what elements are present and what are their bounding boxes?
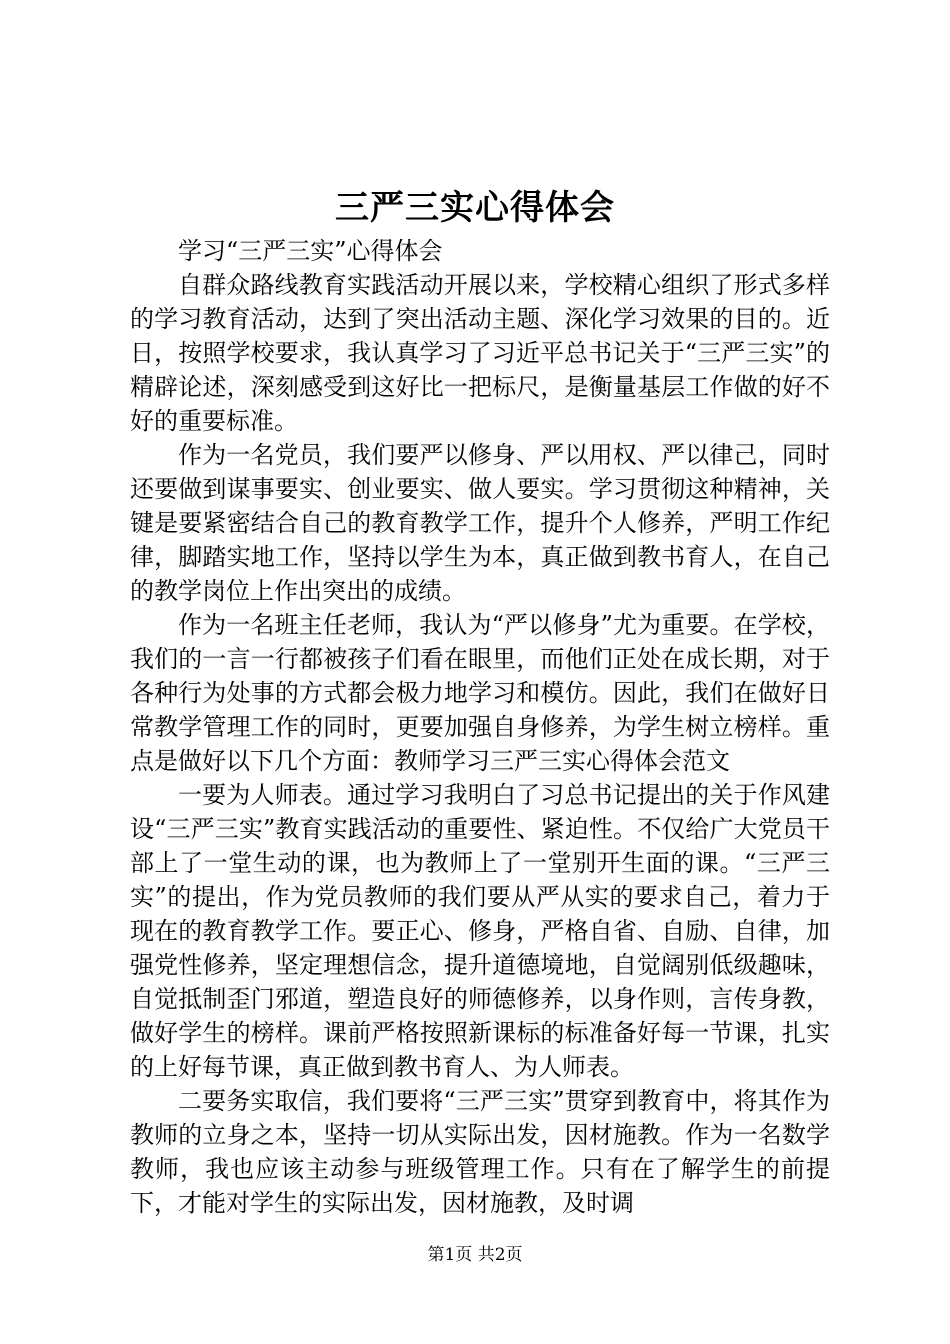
paragraph-4: 一要为人师表。通过学习我明白了习总书记提出的关于作风建设“三严三实”教育实践活动的重要性、紧迫性。不仅给广大党员干部上了一堂生动的课，也为教师上了一堂别开生面的课。“三严三实”的提出，作为党员教师的我们要从严从实的要求自己，着力于现在的教育教学工作。要正心、修身，严格自省、自励、自律，加强党性修养，坚定理想信念，提升道德境地，自觉阔别低级趣味，自觉抵制歪门邪道，塑造良好的师德修养，以身作则，言传身教，做好学生的榜样。课前严格按照新课标的标准备好每一节课，扎实的上好每节课，真正做到教书育人、为人师表。 xyxy=(130,781,830,1081)
paragraph-3: 作为一名班主任老师，我认为“严以修身”尤为重要。在学校，我们的一言一行都被孩子们看在眼里，而他们正处在成长期，对于各种行为处事的方式都会极力地学习和模仿。因此，我们在做好日常教学管理工作的同时，更要加强自身修养，为学生树立榜样。重点是做好以下几个方面：教师学习三严三实心得体会范文 xyxy=(130,611,830,775)
document-title: 三严三实心得体会 xyxy=(335,188,615,228)
page-number-footer: 第1页 共2页 xyxy=(427,1245,523,1265)
document-subtitle: 学习“三严三实”心得体会 xyxy=(178,237,443,265)
paragraph-2: 作为一名党员，我们要严以修身、严以用权、严以律己，同时还要做到谋事要实、创业要实、做人要实。学习贯彻这种精神，关键是要紧密结合自己的教育教学工作，提升个人修养，严明工作纪律，脚踏实地工作，坚持以学生为本，真正做到教书育人，在自己的教学岗位上作出突出的成绩。 xyxy=(130,441,830,605)
paragraph-1: 自群众路线教育实践活动开展以来，学校精心组织了形式多样的学习教育活动，达到了突出活动主题、深化学习效果的目的。近日，按照学校要求，我认真学习了习近平总书记关于“三严三实”的精辟论述，深刻感受到这好比一把标尺，是衡量基层工作做的好不好的重要标准。 xyxy=(130,271,830,435)
document-body xyxy=(130,234,830,1220)
paragraph-5: 二要务实取信，我们要将“三严三实”贯穿到教育中，将其作为教师的立身之本，坚持一切从实际出发，因材施教。作为一名数学教师，我也应该主动参与班级管理工作。只有在了解学生的前提下，才能对学生的实际出发，因材施教，及时调 xyxy=(130,1087,830,1217)
